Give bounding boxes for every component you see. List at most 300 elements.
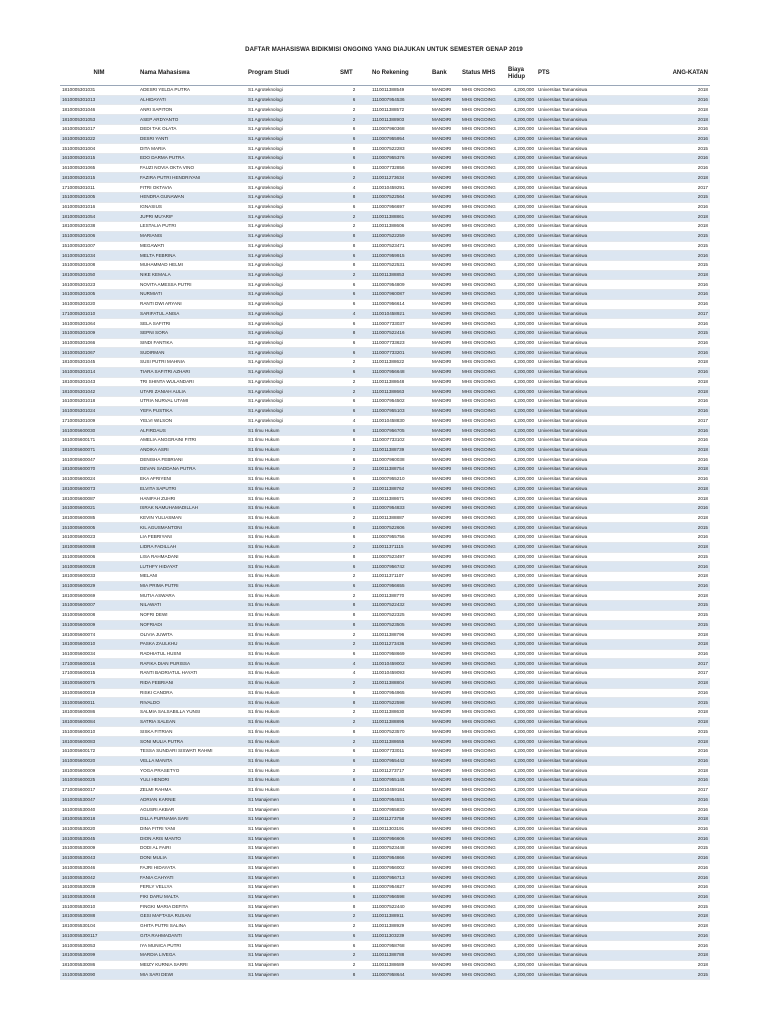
cell-smt: 6 — [338, 503, 370, 513]
table-row — [60, 844, 710, 854]
cell-prodi: S1 Manajemen — [246, 931, 338, 941]
cell-prodi: S1 Agroteknologi — [246, 222, 338, 232]
cell-biaya: 4,200,000 — [506, 260, 536, 270]
cell-bank: MANDIRI — [430, 105, 460, 115]
cell-angkatan: 2016 — [652, 455, 710, 465]
cell-angkatan: 2018 — [652, 630, 710, 640]
cell-angkatan: 2015 — [652, 260, 710, 270]
cell-biaya: 4,200,000 — [506, 115, 536, 125]
cell-nim: 1610005530043 — [60, 853, 138, 863]
table-row — [60, 192, 710, 202]
cell-pts: Universitas Tamansiswa — [536, 484, 652, 494]
cell-smt: 2 — [338, 542, 370, 552]
cell-pts: Universitas Tamansiswa — [536, 591, 652, 601]
cell-nama: MELANI — [138, 571, 246, 581]
cell-rekening: 1110007956614 — [370, 299, 430, 309]
cell-angkatan: 2016 — [652, 562, 710, 572]
cell-nama: ISRAK NAMUHAMADILLAH — [138, 503, 246, 513]
cell-nama: RADHIATUL HUSNI — [138, 649, 246, 659]
cell-nim: 1610005301023 — [60, 280, 138, 290]
cell-nim: 1610005530045 — [60, 834, 138, 844]
cell-bank: MANDIRI — [430, 309, 460, 319]
table-row — [60, 882, 710, 892]
table-row — [60, 86, 710, 96]
cell-nama: DENISHA FEBRIANI — [138, 455, 246, 465]
cell-bank: MANDIRI — [430, 474, 460, 484]
cell-rekening: 1110007956713 — [370, 873, 430, 883]
cell-nim: 1610005600028 — [60, 562, 138, 572]
cell-prodi: S1 Agroteknologi — [246, 348, 338, 358]
cell-nim: 1610005530046 — [60, 863, 138, 873]
cell-angkatan: 2018 — [652, 921, 710, 931]
cell-nama: LIA FEBRIYANI — [138, 533, 246, 543]
cell-nim: 1710005600017 — [60, 785, 138, 795]
cell-prodi: S1 Ilmu Hukum — [246, 698, 338, 708]
cell-angkatan: 2016 — [652, 397, 710, 407]
cell-rekening: 1110011388762 — [370, 484, 430, 494]
cell-status: MHS ONGOING — [460, 776, 506, 786]
cell-biaya: 4,200,000 — [506, 241, 536, 251]
cell-status: MHS ONGOING — [460, 260, 506, 270]
cell-pts: Universitas Tamansiswa — [536, 795, 652, 805]
cell-prodi: S1 Agroteknologi — [246, 367, 338, 377]
table-row — [60, 309, 710, 319]
cell-bank: MANDIRI — [430, 542, 460, 552]
cell-pts: Universitas Tamansiswa — [536, 639, 652, 649]
cell-pts: Universitas Tamansiswa — [536, 319, 652, 329]
cell-prodi: S1 Ilmu Hukum — [246, 756, 338, 766]
cell-angkatan: 2018 — [652, 591, 710, 601]
cell-bank: MANDIRI — [430, 222, 460, 232]
cell-rekening: 1110011388689 — [370, 960, 430, 970]
table-row — [60, 912, 710, 922]
table-row — [60, 212, 710, 222]
cell-smt: 6 — [338, 95, 370, 105]
table-row — [60, 669, 710, 679]
cell-status: MHS ONGOING — [460, 912, 506, 922]
cell-angkatan: 2016 — [652, 435, 710, 445]
cell-status: MHS ONGOING — [460, 163, 506, 173]
cell-pts: Universitas Tamansiswa — [536, 941, 652, 951]
cell-angkatan: 2016 — [652, 134, 710, 144]
cell-smt: 6 — [338, 941, 370, 951]
cell-prodi: S1 Ilmu Hukum — [246, 455, 338, 465]
cell-rekening: 1110011388861 — [370, 212, 430, 222]
cell-status: MHS ONGOING — [460, 571, 506, 581]
cell-status: MHS ONGOING — [460, 649, 506, 659]
cell-angkatan: 2016 — [652, 426, 710, 436]
cell-pts: Universitas Tamansiswa — [536, 173, 652, 183]
cell-status: MHS ONGOING — [460, 183, 506, 193]
cell-angkatan: 2018 — [652, 912, 710, 922]
cell-angkatan: 2018 — [652, 445, 710, 455]
cell-pts: Universitas Tamansiswa — [536, 474, 652, 484]
cell-biaya: 4,200,000 — [506, 766, 536, 776]
cell-pts: Universitas Tamansiswa — [536, 95, 652, 105]
cell-prodi: S1 Ilmu Hukum — [246, 708, 338, 718]
cell-pts: Universitas Tamansiswa — [536, 212, 652, 222]
cell-status: MHS ONGOING — [460, 377, 506, 387]
cell-status: MHS ONGOING — [460, 387, 506, 397]
cell-smt: 2 — [338, 358, 370, 368]
cell-nama: RIVALDO — [138, 698, 246, 708]
cell-prodi: S1 Ilmu Hukum — [246, 669, 338, 679]
cell-nim: 1810005600086 — [60, 708, 138, 718]
cell-bank: MANDIRI — [430, 688, 460, 698]
table-row — [60, 562, 710, 572]
cell-status: MHS ONGOING — [460, 251, 506, 261]
cell-rekening: 1110007954502 — [370, 397, 430, 407]
cell-pts: Universitas Tamansiswa — [536, 406, 652, 416]
cell-smt: 6 — [338, 406, 370, 416]
cell-status: MHS ONGOING — [460, 435, 506, 445]
cell-pts: Universitas Tamansiswa — [536, 912, 652, 922]
cell-biaya: 4,200,000 — [506, 698, 536, 708]
table-row — [60, 513, 710, 523]
cell-angkatan: 2016 — [652, 873, 710, 883]
cell-nama: ANDIKA ASRI — [138, 445, 246, 455]
cell-prodi: S1 Manajemen — [246, 882, 338, 892]
cell-angkatan: 2016 — [652, 299, 710, 309]
cell-smt: 8 — [338, 610, 370, 620]
cell-nama: SELA SAFITRI — [138, 319, 246, 329]
cell-bank: MANDIRI — [430, 581, 460, 591]
table-row — [60, 426, 710, 436]
cell-angkatan: 2018 — [652, 212, 710, 222]
cell-pts: Universitas Tamansiswa — [536, 105, 652, 115]
cell-nama: JUPRI MU'ARIF — [138, 212, 246, 222]
cell-smt: 4 — [338, 785, 370, 795]
table-row — [60, 727, 710, 737]
cell-rekening: 1110007958669 — [370, 649, 430, 659]
cell-pts: Universitas Tamansiswa — [536, 299, 652, 309]
table-row — [60, 523, 710, 533]
cell-angkatan: 2017 — [652, 659, 710, 669]
cell-status: MHS ONGOING — [460, 581, 506, 591]
cell-smt: 6 — [338, 581, 370, 591]
cell-prodi: S1 Ilmu Hukum — [246, 601, 338, 611]
cell-prodi: S1 Agroteknologi — [246, 309, 338, 319]
cell-bank: MANDIRI — [430, 591, 460, 601]
cell-rekening: 1110007955830 — [370, 805, 430, 815]
cell-rekening: 1110011371107 — [370, 571, 430, 581]
table-row — [60, 474, 710, 484]
cell-prodi: S1 Ilmu Hukum — [246, 503, 338, 513]
cell-nim: 1610005301015 — [60, 154, 138, 164]
cell-prodi: S1 Ilmu Hukum — [246, 513, 338, 523]
cell-bank: MANDIRI — [430, 912, 460, 922]
table-row — [60, 533, 710, 543]
cell-nama: PASKA ZAULKHU — [138, 639, 246, 649]
cell-rekening: 1110007522564 — [370, 192, 430, 202]
cell-smt: 2 — [338, 484, 370, 494]
cell-rekening: 1110011371115 — [370, 542, 430, 552]
cell-bank: MANDIRI — [430, 426, 460, 436]
cell-status: MHS ONGOING — [460, 970, 506, 980]
cell-nim: 1610005600047 — [60, 455, 138, 465]
cell-prodi: S1 Agroteknologi — [246, 183, 338, 193]
table-row — [60, 494, 710, 504]
cell-status: MHS ONGOING — [460, 737, 506, 747]
table-row — [60, 776, 710, 786]
cell-prodi: S1 Ilmu Hukum — [246, 727, 338, 737]
cell-bank: MANDIRI — [430, 494, 460, 504]
cell-rekening: 1110007956606 — [370, 834, 430, 844]
cell-angkatan: 2016 — [652, 406, 710, 416]
cell-nama: NIKE KEMALA — [138, 270, 246, 280]
header-status: Status MHS — [460, 62, 506, 86]
cell-status: MHS ONGOING — [460, 134, 506, 144]
cell-biaya: 4,200,000 — [506, 591, 536, 601]
cell-pts: Universitas Tamansiswa — [536, 367, 652, 377]
cell-angkatan: 2015 — [652, 328, 710, 338]
cell-angkatan: 2016 — [652, 649, 710, 659]
cell-smt: 4 — [338, 183, 370, 193]
cell-status: MHS ONGOING — [460, 494, 506, 504]
cell-angkatan: 2018 — [652, 105, 710, 115]
cell-nama: ADRIAN KARNIE — [138, 795, 246, 805]
cell-bank: MANDIRI — [430, 902, 460, 912]
cell-prodi: S1 Ilmu Hukum — [246, 766, 338, 776]
cell-angkatan: 2015 — [652, 192, 710, 202]
cell-nim: 1510005600010 — [60, 727, 138, 737]
header-rekening: No Rekening — [370, 62, 430, 86]
cell-nama: LUTHFY HIDAYAT — [138, 562, 246, 572]
cell-smt: 6 — [338, 251, 370, 261]
cell-nama: FAUZI NOVIA OKTA VINO — [138, 163, 246, 173]
cell-status: MHS ONGOING — [460, 338, 506, 348]
cell-smt: 6 — [338, 533, 370, 543]
cell-status: MHS ONGOING — [460, 766, 506, 776]
cell-rekening: 1110011388606 — [370, 222, 430, 232]
cell-smt: 8 — [338, 192, 370, 202]
cell-nim: 1610005301034 — [60, 251, 138, 261]
cell-pts: Universitas Tamansiswa — [536, 688, 652, 698]
cell-prodi: S1 Agroteknologi — [246, 406, 338, 416]
cell-pts: Universitas Tamansiswa — [536, 241, 652, 251]
cell-pts: Universitas Tamansiswa — [536, 571, 652, 581]
table-row — [60, 222, 710, 232]
cell-prodi: S1 Agroteknologi — [246, 270, 338, 280]
cell-nim: 1810005301053 — [60, 115, 138, 125]
cell-nama: YULI HENDRI — [138, 776, 246, 786]
cell-smt: 6 — [338, 805, 370, 815]
cell-rekening: 1110007956697 — [370, 202, 430, 212]
cell-prodi: S1 Agroteknologi — [246, 397, 338, 407]
cell-rekening: 1110007954965 — [370, 688, 430, 698]
cell-bank: MANDIRI — [430, 163, 460, 173]
cell-rekening: 1110007956598 — [370, 892, 430, 902]
cell-nama: GESI MAFTASA RUSAN — [138, 912, 246, 922]
cell-smt: 8 — [338, 231, 370, 241]
cell-angkatan: 2016 — [652, 474, 710, 484]
cell-nim: 1610005600171 — [60, 435, 138, 445]
cell-nim: 1810005301054 — [60, 212, 138, 222]
cell-rekening: 1110011273634 — [370, 173, 430, 183]
cell-rekening: 1110011388788 — [370, 950, 430, 960]
cell-prodi: S1 Agroteknologi — [246, 319, 338, 329]
cell-nama: UTARI ZANIAH AULIA — [138, 387, 246, 397]
cell-rekening: 1110007960038 — [370, 455, 430, 465]
cell-rekening: 1110011388754 — [370, 465, 430, 475]
cell-nim: 1810005301042 — [60, 387, 138, 397]
cell-rekening: 1110011273717 — [370, 766, 430, 776]
cell-status: MHS ONGOING — [460, 358, 506, 368]
cell-angkatan: 2015 — [652, 970, 710, 980]
cell-angkatan: 2018 — [652, 571, 710, 581]
cell-status: MHS ONGOING — [460, 241, 506, 251]
cell-pts: Universitas Tamansiswa — [536, 358, 652, 368]
cell-smt: 8 — [338, 844, 370, 854]
cell-biaya: 4,200,000 — [506, 377, 536, 387]
cell-smt: 6 — [338, 824, 370, 834]
cell-pts: Universitas Tamansiswa — [536, 921, 652, 931]
cell-rekening: 1110011303191 — [370, 824, 430, 834]
cell-pts: Universitas Tamansiswa — [536, 620, 652, 630]
table-row — [60, 367, 710, 377]
cell-rekening: 1110010458921 — [370, 309, 430, 319]
cell-nim: 1510005600007 — [60, 601, 138, 611]
table-row — [60, 173, 710, 183]
table-row — [60, 708, 710, 718]
cell-rekening: 1110007955103 — [370, 406, 430, 416]
cell-pts: Universitas Tamansiswa — [536, 873, 652, 883]
table-row — [60, 805, 710, 815]
cell-angkatan: 2015 — [652, 241, 710, 251]
cell-nim: 1510005600009 — [60, 620, 138, 630]
cell-bank: MANDIRI — [430, 86, 460, 96]
cell-rekening: 1110007522416 — [370, 328, 430, 338]
cell-angkatan: 2016 — [652, 319, 710, 329]
cell-rekening: 1110010458830 — [370, 416, 430, 426]
cell-pts: Universitas Tamansiswa — [536, 222, 652, 232]
cell-rekening: 1110011273436 — [370, 639, 430, 649]
cell-bank: MANDIRI — [430, 795, 460, 805]
cell-biaya: 4,200,000 — [506, 970, 536, 980]
cell-prodi: S1 Ilmu Hukum — [246, 737, 338, 747]
cell-rekening: 1110007522531 — [370, 260, 430, 270]
cell-nama: TESSA SUNDARI SISWATI RAHMI — [138, 746, 246, 756]
cell-angkatan: 2018 — [652, 465, 710, 475]
cell-biaya: 4,200,000 — [506, 367, 536, 377]
cell-angkatan: 2016 — [652, 154, 710, 164]
cell-prodi: S1 Manajemen — [246, 873, 338, 883]
cell-nim: 1610005530039 — [60, 882, 138, 892]
cell-smt: 6 — [338, 474, 370, 484]
cell-nim: 1810005301038 — [60, 222, 138, 232]
cell-nim: 1510005530009 — [60, 844, 138, 854]
cell-nim: 1610005530042 — [60, 873, 138, 883]
cell-nim: 1810005600087 — [60, 494, 138, 504]
cell-nim: 1610005301024 — [60, 406, 138, 416]
cell-bank: MANDIRI — [430, 124, 460, 134]
cell-angkatan: 2016 — [652, 688, 710, 698]
table-row — [60, 941, 710, 951]
cell-bank: MANDIRI — [430, 183, 460, 193]
cell-status: MHS ONGOING — [460, 290, 506, 300]
cell-rekening: 1110011388622 — [370, 358, 430, 368]
cell-angkatan: 2016 — [652, 756, 710, 766]
cell-rekening: 1110007733201 — [370, 348, 430, 358]
table-row — [60, 270, 710, 280]
cell-smt: 8 — [338, 523, 370, 533]
cell-smt: 6 — [338, 562, 370, 572]
cell-prodi: S1 Ilmu Hukum — [246, 581, 338, 591]
cell-bank: MANDIRI — [430, 387, 460, 397]
cell-bank: MANDIRI — [430, 115, 460, 125]
cell-biaya: 4,200,000 — [506, 776, 536, 786]
cell-biaya: 4,200,000 — [506, 513, 536, 523]
cell-nim: 1510005301006 — [60, 231, 138, 241]
cell-nim: 1510005301007 — [60, 241, 138, 251]
table-row — [60, 542, 710, 552]
cell-bank: MANDIRI — [430, 358, 460, 368]
cell-biaya: 4,200,000 — [506, 601, 536, 611]
cell-status: MHS ONGOING — [460, 824, 506, 834]
cell-bank: MANDIRI — [430, 630, 460, 640]
table-row — [60, 610, 710, 620]
cell-nim: 1510005600008 — [60, 610, 138, 620]
table-row — [60, 503, 710, 513]
cell-biaya: 4,200,000 — [506, 231, 536, 241]
cell-angkatan: 2016 — [652, 163, 710, 173]
cell-nama: KIL AGUSMANTONI — [138, 523, 246, 533]
cell-nama: DEDI TAK OLATA — [138, 124, 246, 134]
cell-biaya: 4,200,000 — [506, 154, 536, 164]
cell-rekening: 1110007955756 — [370, 533, 430, 543]
cell-rekening: 1110007733011 — [370, 746, 430, 756]
cell-pts: Universitas Tamansiswa — [536, 882, 652, 892]
cell-rekening: 1110007522259 — [370, 231, 430, 241]
cell-prodi: S1 Ilmu Hukum — [246, 552, 338, 562]
cell-pts: Universitas Tamansiswa — [536, 183, 652, 193]
cell-prodi: S1 Manajemen — [246, 853, 338, 863]
cell-rekening: 1110011388887 — [370, 513, 430, 523]
cell-biaya: 4,200,000 — [506, 669, 536, 679]
cell-smt: 6 — [338, 931, 370, 941]
cell-biaya: 4,200,000 — [506, 892, 536, 902]
cell-prodi: S1 Manajemen — [246, 970, 338, 980]
cell-pts: Universitas Tamansiswa — [536, 863, 652, 873]
cell-pts: Universitas Tamansiswa — [536, 756, 652, 766]
cell-smt: 8 — [338, 144, 370, 154]
cell-smt: 6 — [338, 795, 370, 805]
cell-angkatan: 2018 — [652, 270, 710, 280]
cell-angkatan: 2018 — [652, 708, 710, 718]
cell-smt: 2 — [338, 912, 370, 922]
cell-rekening: 1110007522283 — [370, 144, 430, 154]
cell-nama: OLIVIA JUWITA — [138, 630, 246, 640]
cell-biaya: 4,200,000 — [506, 708, 536, 718]
cell-angkatan: 2017 — [652, 785, 710, 795]
cell-pts: Universitas Tamansiswa — [536, 338, 652, 348]
cell-rekening: 1110007523448 — [370, 844, 430, 854]
cell-status: MHS ONGOING — [460, 95, 506, 105]
cell-rekening: 1110007733623 — [370, 338, 430, 348]
cell-bank: MANDIRI — [430, 212, 460, 222]
cell-status: MHS ONGOING — [460, 834, 506, 844]
cell-bank: MANDIRI — [430, 882, 460, 892]
header-nim: NIM — [60, 62, 138, 86]
cell-prodi: S1 Agroteknologi — [246, 299, 338, 309]
cell-status: MHS ONGOING — [460, 746, 506, 756]
cell-status: MHS ONGOING — [460, 921, 506, 931]
header-smt: SMT — [338, 62, 370, 86]
cell-smt: 6 — [338, 873, 370, 883]
cell-nama: EDO DARMA PUTRA — [138, 154, 246, 164]
cell-bank: MANDIRI — [430, 435, 460, 445]
cell-bank: MANDIRI — [430, 853, 460, 863]
